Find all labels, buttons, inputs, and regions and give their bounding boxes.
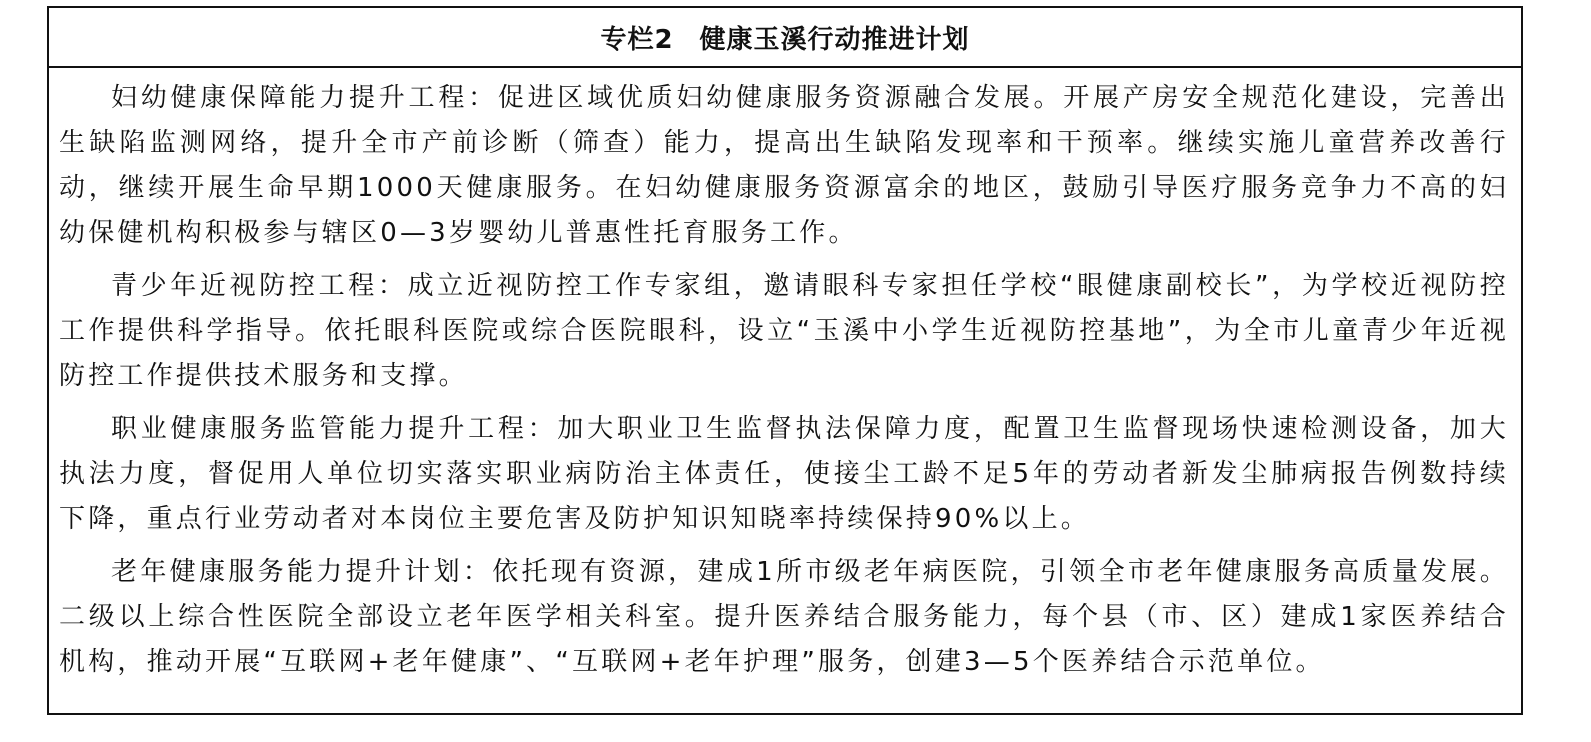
column-title: 健康玉溪行动推进计划 xyxy=(699,24,970,55)
paragraph-heading: 老年健康服务能力提升计划： xyxy=(111,557,493,587)
column-header xyxy=(49,8,1521,68)
column-body xyxy=(49,68,1521,685)
paragraph-myopia-prevention xyxy=(59,264,1509,399)
paragraph-text: 成立近视防控工作专家组，邀请眼科专家担任学校“眼健康副校长”，为学校近视防控工作提供科学指导。依托眼科医院或综合医院眼科，设立“玉溪中小学生近视防控基地”，为全市儿童青少年近视防控工作提供技术服务和支撑。 xyxy=(59,271,1509,391)
paragraph-text: 促进区域优质妇幼健康服务资源融合发展。开展产房安全规范化建设，完善出生缺陷监测网络，提升全市产前诊断（筛查）能力，提高出生缺陷发现率和干预率。继续实施儿童营养改善行动，继续开展生命早期1000天健康服务。在妇幼健康服务资源富余的地区，鼓励引导医疗服务竞争力不高的妇幼保健机构积极参与辖区0—3岁婴幼儿普惠性托育服务工作。 xyxy=(59,83,1509,248)
paragraph-elderly-health xyxy=(59,550,1509,685)
paragraph-heading: 职业健康服务监管能力提升工程： xyxy=(111,414,558,444)
paragraph-text: 加大职业卫生监督执法保障力度，配置卫生监督现场快速检测设备，加大执法力度，督促用人单位切实落实职业病防治主体责任，使接尘工龄不足5年的劳动者新发尘肺病报告例数持续下降，重点行业劳动者对本岗位主要危害及防护知识知晓率持续保持90%以上。 xyxy=(59,414,1509,534)
paragraph-heading: 妇幼健康保障能力提升工程： xyxy=(111,83,498,113)
paragraph-heading: 青少年近视防控工程： xyxy=(111,271,408,301)
column-box xyxy=(47,6,1523,715)
column-label: 专栏2 xyxy=(600,24,674,55)
paragraph-maternal-child-health xyxy=(59,76,1509,256)
paragraph-text: 依托现有资源，建成1所市级老年病医院，引领全市老年健康服务高质量发展。二级以上综合性医院全部设立老年医学相关科室。提升医养结合服务能力，每个县（市、区）建成1家医养结合机构，推动开展“互联网+老年健康”、“互联网+老年护理”服务，创建3—5个医养结合示范单位。 xyxy=(59,557,1509,677)
paragraph-occupational-health xyxy=(59,407,1509,542)
